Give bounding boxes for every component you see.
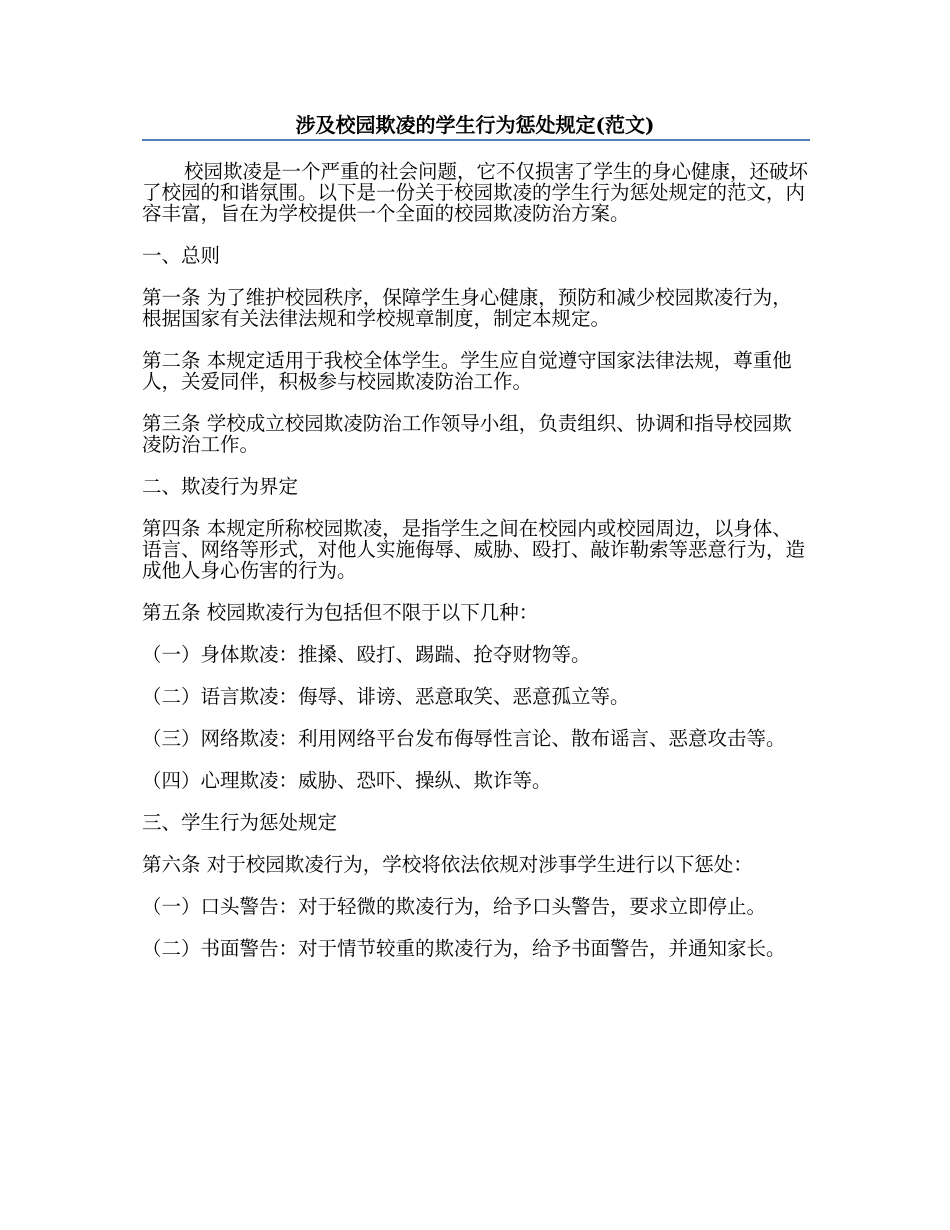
title-underline bbox=[142, 139, 810, 141]
bullying-type-psychological: （四）心理欺凌：威胁、恐吓、操纵、欺诈等。 bbox=[142, 769, 552, 792]
penalty-written-warning: （二）书面警告：对于情节较重的欺凌行为，给予书面警告，并通知家长。 bbox=[142, 937, 786, 960]
section-heading-general: 一、总则 bbox=[142, 244, 221, 267]
article-1: 第一条 为了维护校园秩序，保障学生身心健康，预防和减少校园欺凌行为，根据国家有关法律法规和学校规章制度，制定本规定。 bbox=[142, 286, 792, 330]
penalty-verbal-warning: （一）口头警告：对于轻微的欺凌行为，给予口头警告，要求立即停止。 bbox=[142, 895, 767, 918]
article-3: 第三条 学校成立校园欺凌防治工作领导小组，负责组织、协调和指导校园欺凌防治工作。 bbox=[142, 412, 792, 456]
article-4: 第四条 本规定所称校园欺凌，是指学生之间在校园内或校园周边，以身体、语言、网络等形式，对他人实施侮辱、威胁、殴打、敲诈勒索等恶意行为，造成他人身心伤害的行为。 bbox=[142, 517, 806, 582]
document-body bbox=[142, 161, 808, 980]
document-title: 涉及校园欺凌的学生行为惩处规定(范文) bbox=[295, 113, 655, 137]
intro-paragraph: 校园欺凌是一个严重的社会问题，它不仅损害了学生的身心健康，还破坏了校园的和谐氛围。以下是一份关于校园欺凌的学生行为惩处规定的范文，内容丰富，旨在为学校提供一个全面的校园欺凌防治方案。 bbox=[142, 160, 809, 225]
article-5: 第五条 校园欺凌行为包括但不限于以下几种： bbox=[142, 601, 539, 624]
bullying-type-physical: （一）身体欺凌：推搡、殴打、踢踹、抢夺财物等。 bbox=[142, 643, 591, 666]
bullying-type-cyber: （三）网络欺凌：利用网络平台发布侮辱性言论、散布谣言、恶意攻击等。 bbox=[142, 727, 786, 750]
bullying-type-verbal: （二）语言欺凌：侮辱、诽谤、恶意取笑、恶意孤立等。 bbox=[142, 685, 630, 708]
article-6: 第六条 对于校园欺凌行为，学校将依法依规对涉事学生进行以下惩处： bbox=[142, 853, 753, 876]
section-heading-definition: 二、欺凌行为界定 bbox=[142, 475, 299, 498]
section-heading-penalties: 三、学生行为惩处规定 bbox=[142, 811, 338, 834]
article-2: 第二条 本规定适用于我校全体学生。学生应自觉遵守国家法律法规，尊重他人，关爱同伴，积极参与校园欺凌防治工作。 bbox=[142, 349, 792, 393]
